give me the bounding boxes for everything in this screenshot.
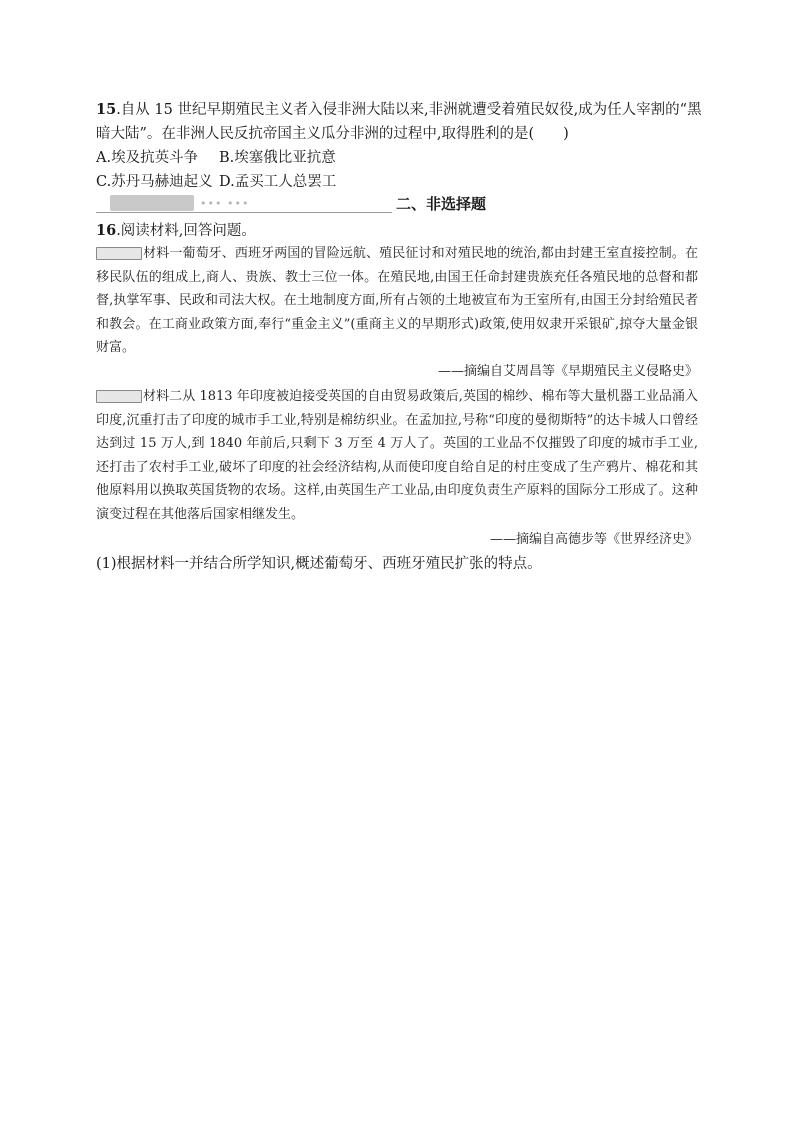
section-tab-decoration (110, 195, 194, 211)
question-intro: .阅读材料,回答问题。 (116, 223, 256, 239)
question-text: .自从 15 世纪早期殖民主义者入侵非洲大陆以来,非洲就遭受着殖民奴役,成为任人宰割的“黑暗大陆”。在非洲人民反抗帝国主义瓜分非洲的过程中,取得胜利的是( ) (96, 102, 702, 142)
option-d: D.孟买工人总罢工 (219, 174, 337, 190)
question-15-options (96, 146, 336, 194)
question-number: 16 (96, 222, 117, 239)
material-marker (96, 247, 142, 260)
material-2-text: 材料二从 1813 年印度被迫接受英国的自由贸易政策后,英国的棉纱、棉布等大量机器工业品涌入印度,沉重打击了印度的城市手工业,特别是棉纺织业。在孟加拉,号称“印度的曼彻斯特”的达卡城人口曾经达到过 15 万人,到 1840 年前后,只剩下 3 万至 4 万人了。英国的工业品不仅摧毁了印度的城市手工业,还打击了农村手工业,破坏了印度的社会经济结构,从而使印度自给自足的村庄变成了生产鸦片、棉花和其他原料用以换取英国货物的农场。这样,由英国生产工业品,由印度负责生产原料的国际分工形成了。这种演变过程在其他落后国家相继发生。 (96, 389, 698, 522)
option-row (96, 146, 336, 170)
material-marker (96, 390, 142, 403)
sub-question-1: (1)根据材料一并结合所学知识,概述葡萄牙、西班牙殖民扩张的特点。 (96, 556, 542, 572)
section-header (96, 195, 696, 215)
option-a: A.埃及抗英斗争 (96, 150, 199, 166)
material-2 (96, 385, 698, 527)
material-2-source: ——摘编自高德步等《世界经济史》 (489, 532, 698, 547)
section-divider (96, 212, 392, 213)
section-dots: ••• ••• (200, 197, 250, 210)
material-1-text: 材料一葡萄牙、西班牙两国的冒险远航、殖民征讨和对殖民地的统治,都由封建王室直接控制。在移民队伍的组成上,商人、贵族、教士三位一体。在殖民地,由国王任命封建贵族充任各殖民地的总督和都督,执掌军事、民政和司法大权。在土地制度方面,所有占领的土地被宣布为王室所有,由国王分封给殖民者和教会。在工商业政策方面,奉行“重金主义”(重商主义的早期形式)政策,使用奴隶开采银矿,掠夺大量金银财富。 (96, 246, 698, 356)
option-row (96, 170, 336, 194)
material-1 (96, 242, 698, 360)
question-15 (96, 98, 706, 146)
option-c: C.苏丹马赫迪起义 (96, 174, 213, 190)
question-number: 15 (96, 101, 117, 118)
section-title: 二、非选择题 (396, 195, 487, 213)
question-16 (96, 219, 706, 243)
option-b: B.埃塞俄比亚抗意 (219, 150, 336, 166)
material-1-source: ——摘编自艾周昌等《早期殖民主义侵略史》 (437, 364, 698, 379)
